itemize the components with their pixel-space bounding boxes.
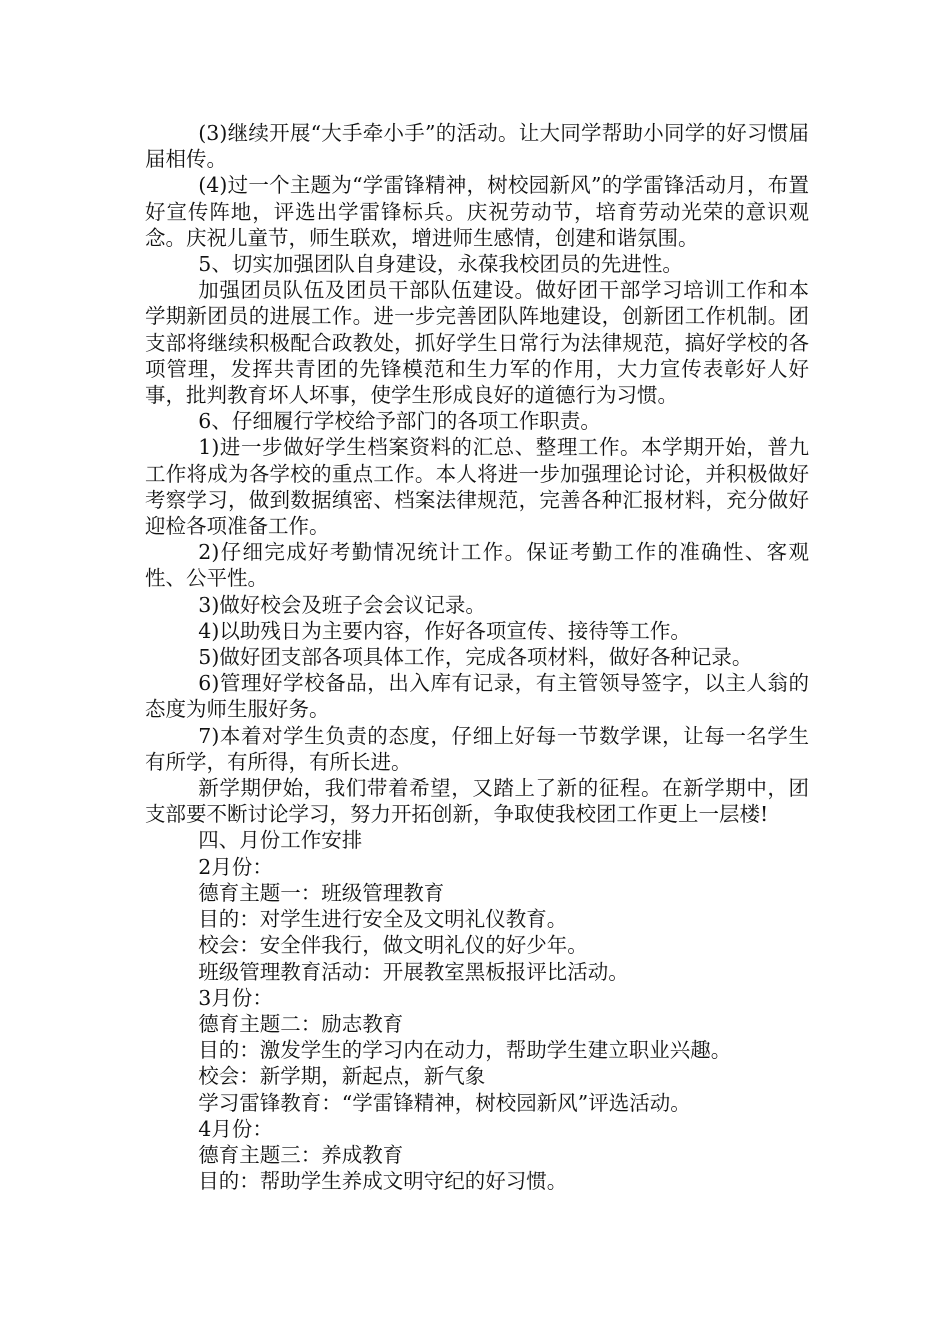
paragraph: 6)管理好学校备品，出入库有记录，有主管领导签字，以主人翁的态度为师生服好务。 (145, 671, 809, 722)
paragraph: 5、切实加强团队自身建设，永葆我校团员的先进性。 (198, 252, 683, 277)
month-label: 4月份： (198, 1116, 273, 1141)
paragraph: 3)做好校会及班子会会议记录。 (198, 592, 486, 617)
paragraph: 德育主题一：班级管理教育 (198, 880, 445, 905)
month-label: 2月份： (198, 854, 273, 879)
month-label: 3月份： (198, 985, 273, 1010)
paragraph: 校会：新学期，新起点，新气象 (198, 1064, 486, 1089)
paragraph: 班级管理教育活动：开展教室黑板报评比活动。 (198, 959, 629, 984)
paragraph: 目的：帮助学生养成文明守纪的好习惯。 (198, 1169, 568, 1194)
paragraph: 1)进一步做好学生档案资料的汇总、整理工作。本学期开始，普九工作将成为各学校的重点工作。本人将进一步加强理论讨论，并积极做好考察学习，做到数据缜密、档案法律规范，完善各种汇报材料，充分做好迎检各项准备工作。 (145, 435, 809, 539)
paragraph: 学习雷锋教育：“学雷锋精神，树校园新风”评选活动。 (198, 1090, 691, 1115)
paragraph: 目的：激发学生的学习内在动力，帮助学生建立职业兴趣。 (198, 1038, 732, 1063)
paragraph: 目的：对学生进行安全及文明礼仪教育。 (198, 907, 568, 932)
paragraph: 6、仔细履行学校给予部门的各项工作职责。 (198, 409, 601, 434)
paragraph: 加强团员队伍及团员干部队伍建设。做好团干部学习培训工作和本学期新团员的进展工作。进一步完善团队阵地建设，创新团工作机制。团支部将继续积极配合政教处，抓好学生日常行为法律规范，搞好学校的各项管理，发挥共青团的先锋模范和生力军的作用，大力宣传表彰好人好事，批判教育坏人坏事，使学生形成良好的道德行为习惯。 (145, 278, 809, 408)
paragraph: 4)以助残日为主要内容，作好各项宣传、接待等工作。 (198, 618, 691, 643)
paragraph: 德育主题二：励志教育 (198, 1011, 404, 1036)
paragraph: 7)本着对学生负责的态度，仔细上好每一节数学课，让每一名学生有所学，有所得，有所长进。 (145, 723, 809, 774)
paragraph: 德育主题三：养成教育 (198, 1142, 404, 1167)
paragraph: (3)继续开展“大手牵小手”的活动。让大同学帮助小同学的好习惯届届相传。 (145, 121, 809, 172)
paragraph: 校会：安全伴我行，做文明礼仪的好少年。 (198, 933, 588, 958)
paragraph: 5)做好团支部各项具体工作，完成各项材料，做好各种记录。 (198, 645, 753, 670)
paragraph: 2)仔细完成好考勤情况统计工作。保证考勤工作的准确性、客观性、公平性。 (145, 540, 809, 591)
paragraph: (4)过一个主题为“学雷锋精神，树校园新风”的学雷锋活动月，布置好宣传阵地，评选出学雷锋标兵。庆祝劳动节，培育劳动光荣的意识观念。庆祝儿童节，师生联欢，增进师生感情，创建和谐氛围。 (145, 173, 809, 250)
document-body (145, 120, 809, 1194)
paragraph: 新学期伊始，我们带着希望，又踏上了新的征程。在新学期中，团支部要不断讨论学习，努力开拓创新，争取使我校团工作更上一层楼! (145, 776, 809, 827)
section-heading: 四、月份工作安排 (198, 828, 363, 853)
